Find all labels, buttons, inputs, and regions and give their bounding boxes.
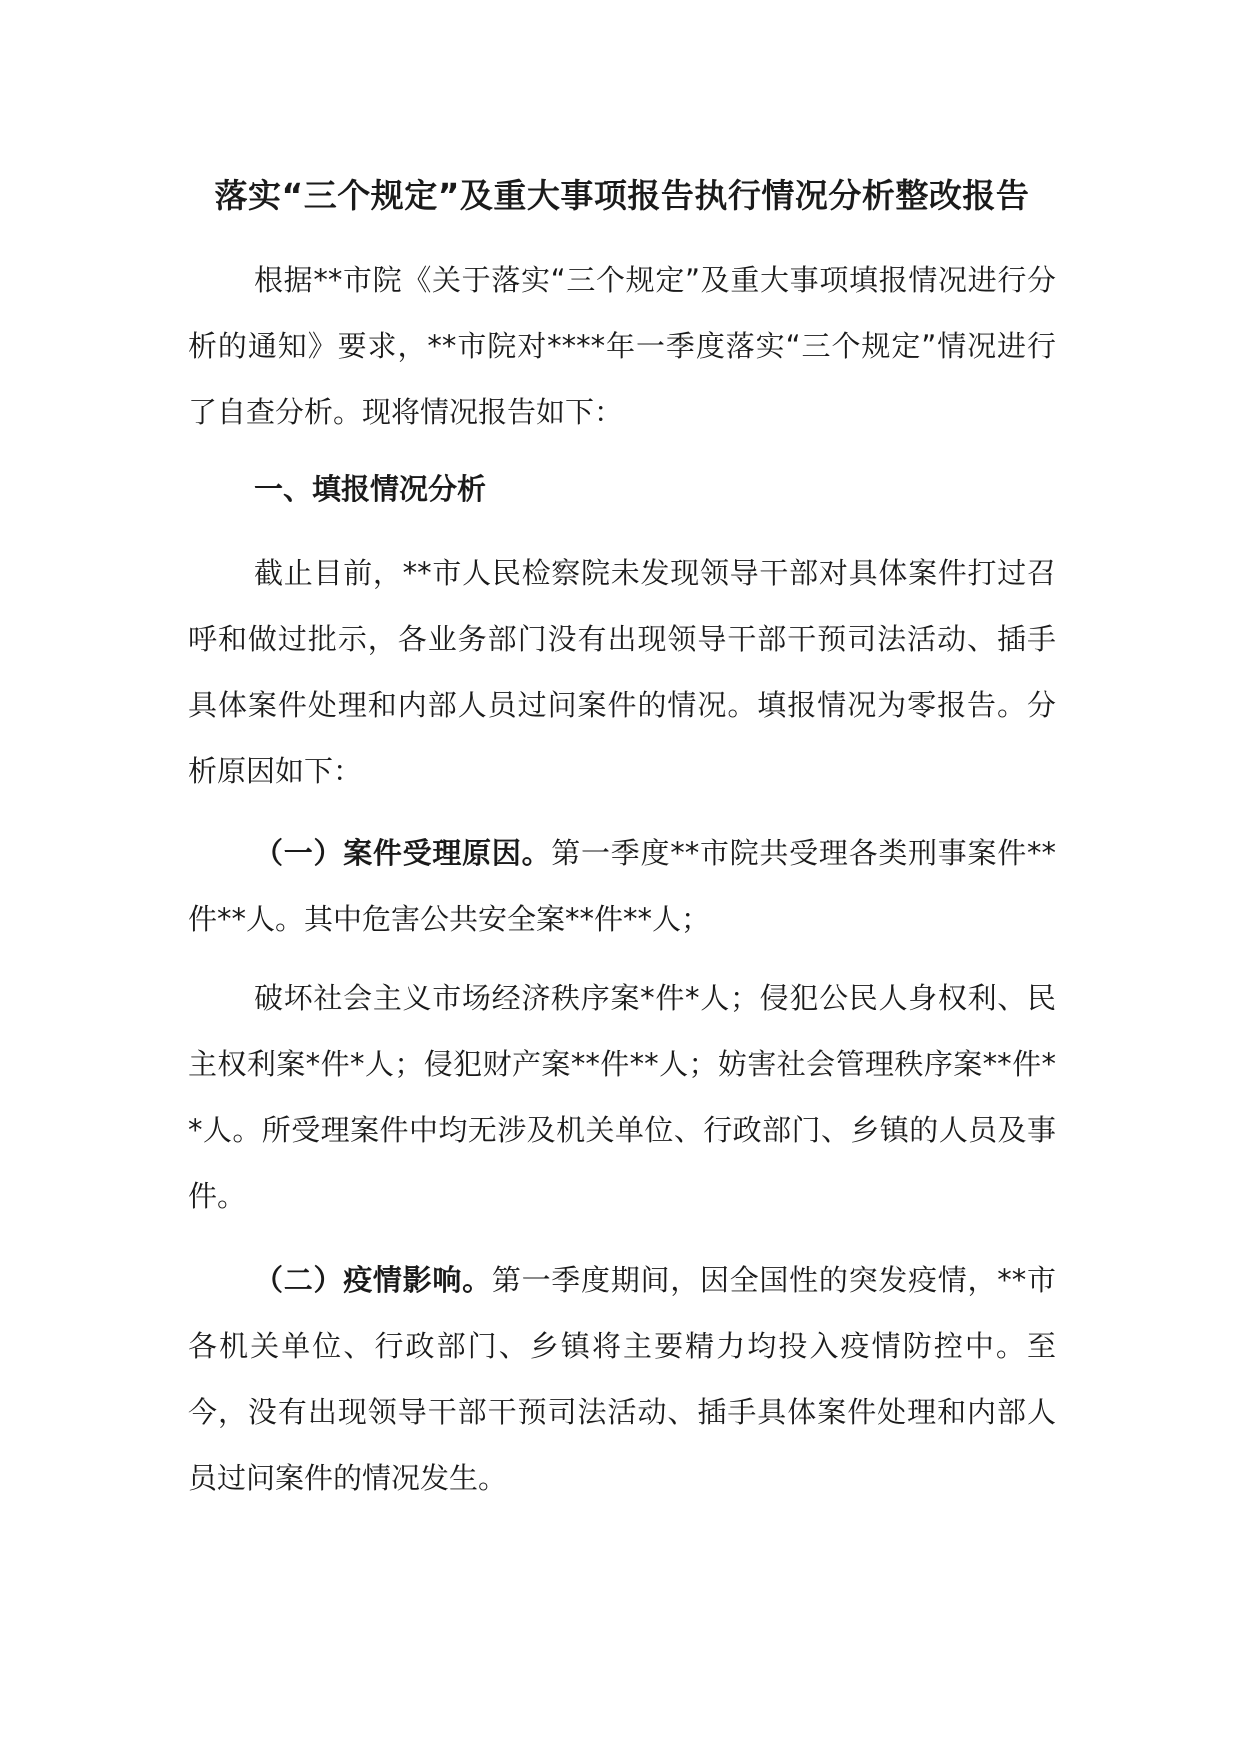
subsection-case-acceptance <box>188 820 1056 952</box>
subsection-lead: （二）疫情影响。 <box>254 1263 492 1297</box>
subsection-text: 第一季度期间，因全国性的突发疫情，**市各机关单位、行政部门、乡镇将主要精力均投入疫情防控中。至今，没有出现领导干部干预司法活动、插手具体案件处理和内部人员过问案件的情况发生。 <box>188 1263 1056 1495</box>
subsection-epidemic-impact <box>188 1247 1056 1511</box>
document-title: 落实“三个规定”及重大事项报告执行情况分析整改报告 <box>214 176 1030 215</box>
intro-paragraph: 根据**市院《关于落实“三个规定”及重大事项填报情况进行分析的通知》要求，**市院对****年一季度落实“三个规定”情况进行了自查分析。现将情况报告如下： <box>188 263 1056 429</box>
section-paragraph: 截止目前，**市人民检察院未发现领导干部对具体案件打过召呼和做过批示，各业务部门没有出现领导干部干预司法活动、插手具体案件处理和内部人员过问案件的情况。填报情况为零报告。分析原因如下： <box>188 556 1056 788</box>
subsection-lead: （一）案件受理原因。 <box>254 836 552 870</box>
subsection-case-acceptance-continued: 破坏社会主义市场经济秩序案*件*人；侵犯公民人身权利、民主权利案*件*人；侵犯财产案**件**人；妨害社会管理秩序案**件**人。所受理案件中均无涉及机关单位、行政部门、乡镇的人员及事件。 <box>188 981 1056 1213</box>
subsection-text: 第一季度**市院共受理各类刑事案件**件**人。其中危害公共安全案**件**人； <box>188 836 1056 936</box>
section-heading: 一、填报情况分析 <box>254 472 487 506</box>
